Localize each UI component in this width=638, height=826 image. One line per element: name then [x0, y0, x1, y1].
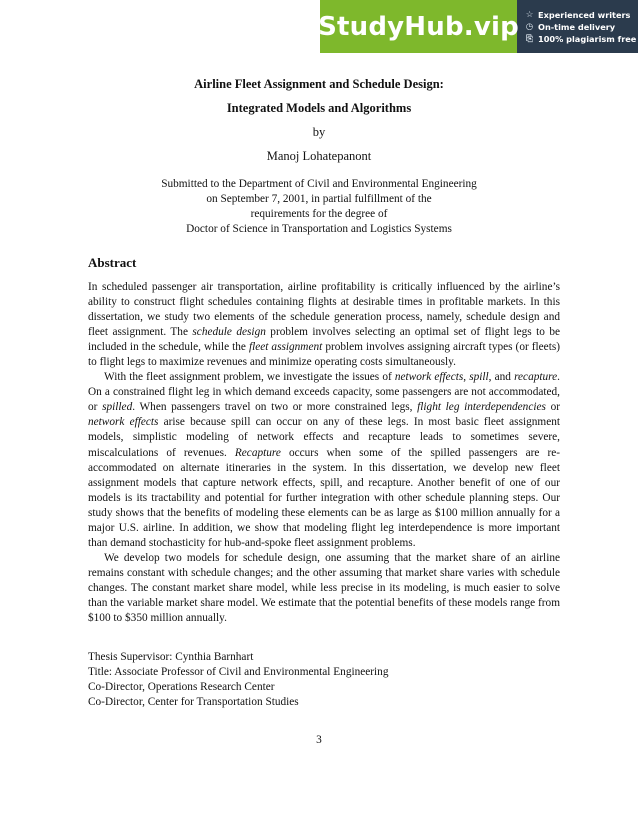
- feature-experienced-writers: [525, 10, 638, 20]
- abstract-body: [88, 280, 560, 626]
- watermark-banner: [320, 0, 638, 53]
- star-icon: ☆: [525, 9, 534, 20]
- clock-icon: ◷: [525, 21, 534, 32]
- feature-label: Experienced writers: [538, 9, 631, 20]
- author-name: Manoj Lohatepanont: [266, 149, 372, 163]
- feature-plagiarism-free: [525, 34, 638, 44]
- thesis-title-line-1: Airline Fleet Assignment and Schedule Design:: [194, 77, 444, 91]
- feature-label: On-time delivery: [538, 21, 616, 32]
- submission-line-2: on September 7, 2001, in partial fulfillment of the: [206, 193, 432, 205]
- abstract-paragraph-3: We develop two models for schedule design, one assuming that the market share of an airline remains constant with schedule changes; and the other assuming that market share varies with schedule changes. The constant market share model, while less precise in its modeling, is much easier to solve than the variable market share model. We estimate that the potential benefits of these models range from $100 to $350 million annually.: [88, 551, 560, 625]
- submission-line-4: Doctor of Science in Transportation and Logistics Systems: [186, 223, 452, 235]
- document-check-icon: ⎘: [526, 33, 533, 44]
- thesis-supervisor: Thesis Supervisor: Cynthia Barnhart: [88, 651, 254, 663]
- title-block: [0, 72, 638, 168]
- studyhub-logo: [320, 0, 517, 53]
- feature-list: [517, 0, 638, 53]
- page-number: 3: [316, 734, 322, 746]
- by-line: by: [312, 125, 326, 139]
- submission-statement: [0, 177, 638, 237]
- supervisor-title: Title: Associate Professor of Civil and Environmental Engineering: [88, 666, 389, 679]
- supervisor-role-1: Co-Director, Operations Research Center: [88, 681, 275, 694]
- logo-text: StudyHub.vip: [318, 11, 519, 42]
- abstract-paragraph-2: With the fleet assignment problem, we investigate the issues of network effects, spill, and recapture. On a constrained flight leg in which demand exceeds capacity, some passengers are not accommodated, or spilled. When passengers travel on two or more constrained legs, flight leg interdependencies or network effects arise because spill can occur on any of these legs. In most basic fleet assignment models, simplistic modeling of network effects and recapture leads to sometimes severe, miscalculations of revenues. Recapture occurs when some of the spilled passengers are re-accommodated on alternate itineraries in the system. In this dissertation, we develop new fleet assignment models that capture network effects, spill, and recapture. Another benefit of one of our models is its tractability and potential for further integration with other schedule planning steps. Our study shows that the benefits of modeling these elements can be as large as $100 million annually for a major U.S. airline. In addition, we show that modeling flight leg interdependence is more important than demand stochasticity for hub-and-spoke fleet assignment problems.: [88, 371, 560, 549]
- feature-label: 100% plagiarism free: [538, 33, 637, 44]
- abstract-paragraph-1: In scheduled passenger air transportation, airline profitability is critically influenced by the airline’s ability to construct flight schedules containing flights at desirable times in profitable markets. In this dissertation, we study two elements of the schedule generation process, namely, schedule design and fleet assignment. The schedule design problem involves selecting an optimal set of flight legs to be included in the schedule, while the fleet assignment problem involves assigning aircraft types (or fleets) to flight legs to maximize revenues and minimize operating costs simultaneously.: [88, 281, 561, 369]
- submission-line-1: Submitted to the Department of Civil and Environmental Engineering: [161, 178, 477, 190]
- submission-line-3: requirements for the degree of: [250, 208, 388, 220]
- abstract-heading: Abstract: [88, 255, 137, 270]
- feature-on-time-delivery: [525, 22, 638, 32]
- supervisor-block: [88, 650, 388, 710]
- supervisor-role-2: Co-Director, Center for Transportation Studies: [88, 696, 299, 709]
- thesis-title-line-2: Integrated Models and Algorithms: [226, 101, 412, 115]
